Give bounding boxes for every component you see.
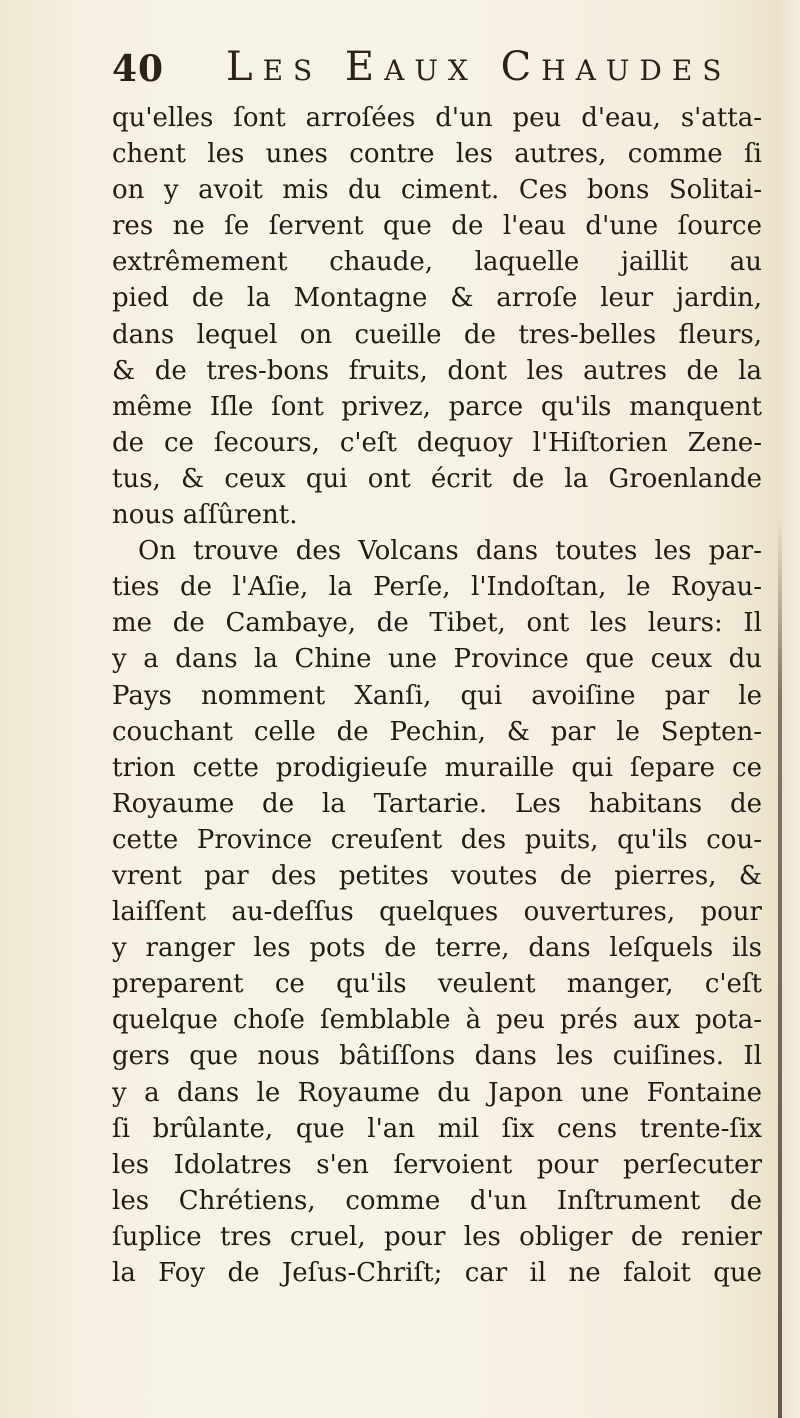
text-line: preparent ce qu'ils veulent manger, c'eſt (112, 969, 762, 1000)
text-line: cette Province creuſent des puits, qu'ils cou- (112, 824, 762, 855)
text-line: de ce ſecours, c'eſt dequoy l'Hiſtorien Zene- (112, 427, 762, 458)
text-line: les Idolatres s'en ſervoient pour perſecuter (112, 1149, 762, 1180)
text-line: laiſſent au-deſſus quelques ouvertures, pour (112, 897, 762, 928)
body-text (112, 100, 762, 1291)
text-line: Pays nomment Xanſi, qui avoiſine par le (112, 680, 762, 711)
text-line: pied de la Montagne & arroſe leur jardin, (112, 283, 762, 314)
binding-shadow (778, 520, 782, 1418)
page-header (112, 44, 732, 94)
text-line: extrêmement chaude, laquelle jaillit au (112, 247, 762, 278)
text-line: y a dans le Royaume du Japon une Fontaine (112, 1077, 762, 1108)
text-line: qu'elles ſont arroſées d'un peu d'eau, s'atta- (112, 103, 762, 133)
text-line: Royaume de la Tartarie. Les habitans de (112, 788, 762, 819)
text-line: tus, & ceux qui ont écrit de la Groenlande (112, 463, 762, 494)
text-line: & de tres-bons fruits, dont les autres de la (112, 355, 762, 386)
text-line: trion cette prodigieuſe muraille qui ſepare ce (112, 752, 762, 783)
text-line: ſi brûlante, que l'an mil ſix cens trente-ſix (112, 1113, 762, 1144)
text-line: on y avoit mis du ciment. Ces bons Solitai- (112, 175, 762, 206)
text-line: chent les unes contre les autres, comme ſi (112, 139, 762, 170)
text-line: y a dans la Chine une Province que ceux du (112, 644, 762, 675)
text-line: même Iſle ſont privez, parce qu'ils manquent (112, 391, 762, 422)
page-number: 40 (112, 48, 165, 90)
text-line: me de Cambaye, de Tibet, ont les leurs: Il (112, 608, 762, 639)
page-edge (782, 0, 800, 1418)
text-line: quelque choſe ſemblable à peu prés aux pota- (112, 1005, 762, 1036)
text-line: les Chrétiens, comme d'un Inſtrument de (112, 1185, 762, 1216)
text-line: gers que nous bâtiſſons dans les cuiſines. Il (112, 1041, 762, 1072)
text-line: y ranger les pots de terre, dans leſquels ils (112, 933, 762, 964)
text-line: ſuplice tres cruel, pour les obliger de renier (112, 1221, 762, 1252)
text-line: vrent par des petites voutes de pierres, & (112, 860, 762, 891)
text-line: res ne ſe ſervent que de l'eau d'une ſource (112, 211, 762, 242)
running-title: Les Eaux Chaudes (226, 44, 732, 90)
text-line: couchant celle de Pechin, & par le Septen- (112, 716, 762, 747)
text-line: la Foy de Jeſus-Chriſt; car il ne faloit que (112, 1258, 762, 1288)
paragraph-end-line: nous aſſûrent. (112, 500, 298, 531)
text-line: dans lequel on cueille de tres-belles fleurs, (112, 319, 762, 350)
text-line: ties de l'Aſie, la Perſe, l'Indoſtan, le Royau- (112, 572, 762, 603)
paragraph-start-line: On trouve des Volcans dans toutes les par- (138, 536, 762, 567)
